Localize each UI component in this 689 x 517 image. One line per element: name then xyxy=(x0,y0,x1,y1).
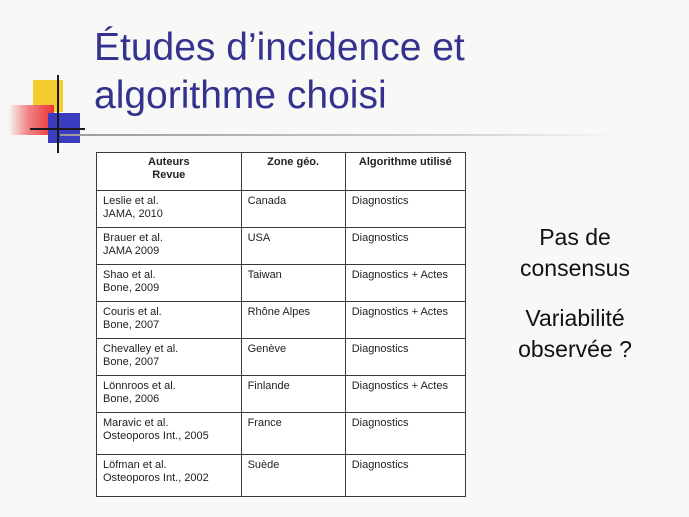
table-row xyxy=(97,191,466,228)
cell-algorithm: Diagnostics xyxy=(345,413,465,455)
cell-authors-line: JAMA, 2010 xyxy=(103,208,163,220)
header-zone-label: Zone géo. xyxy=(267,156,320,168)
cell-authors-line: Osteoporos Int., 2005 xyxy=(103,430,209,442)
cell-zone: Rhône Alpes xyxy=(241,302,345,339)
cell-authors-line: Osteoporos Int., 2002 xyxy=(103,472,209,484)
header-zone xyxy=(241,153,345,191)
cell-authors-line: Bone, 2007 xyxy=(103,319,160,331)
table-header-row xyxy=(97,153,466,191)
side-note-variability xyxy=(500,303,650,365)
cell-authors-line: Bone, 2006 xyxy=(103,393,160,405)
cell-zone: Genève xyxy=(241,339,345,376)
cell-authors-line: Shao et al. xyxy=(103,269,156,281)
header-authors-line-1: Auteurs xyxy=(148,156,190,168)
cell-algorithm: Diagnostics + Actes xyxy=(345,265,465,302)
cell-zone: Taiwan xyxy=(241,265,345,302)
cell-authors xyxy=(97,302,242,339)
cell-authors-line: Lönnroos et al. xyxy=(103,380,176,392)
header-authors xyxy=(97,153,242,191)
cell-authors xyxy=(97,265,242,302)
cell-algorithm: Diagnostics + Actes xyxy=(345,302,465,339)
logo-horizontal-line xyxy=(30,128,85,130)
table-row xyxy=(97,339,466,376)
table-row xyxy=(97,455,466,497)
cell-authors xyxy=(97,339,242,376)
cell-authors xyxy=(97,413,242,455)
side-note-consensus-line-2: consensus xyxy=(520,255,630,281)
side-note-consensus xyxy=(500,222,650,284)
slide-title xyxy=(94,24,654,120)
cell-authors-line: Löfman et al. xyxy=(103,459,167,471)
logo-vertical-line xyxy=(57,75,59,153)
table-row xyxy=(97,265,466,302)
table-row xyxy=(97,302,466,339)
header-algorithm xyxy=(345,153,465,191)
cell-zone: Finlande xyxy=(241,376,345,413)
cell-algorithm: Diagnostics xyxy=(345,228,465,265)
table-row xyxy=(97,228,466,265)
cell-authors-line: Brauer et al. xyxy=(103,232,163,244)
cell-authors-line: Maravic et al. xyxy=(103,417,169,429)
cell-zone: Canada xyxy=(241,191,345,228)
slide-title-line-2: algorithme choisi xyxy=(94,74,387,117)
cell-authors-line: Leslie et al. xyxy=(103,195,159,207)
cell-authors-line: Bone, 2009 xyxy=(103,282,160,294)
cell-authors-line: Chevalley et al. xyxy=(103,343,179,355)
table-row xyxy=(97,376,466,413)
studies-table xyxy=(96,152,466,497)
cell-algorithm: Diagnostics + Actes xyxy=(345,376,465,413)
cell-authors-line: Couris et al. xyxy=(103,306,162,318)
cell-authors xyxy=(97,376,242,413)
cell-authors xyxy=(97,228,242,265)
cell-algorithm: Diagnostics xyxy=(345,339,465,376)
header-authors-line-2: Revue xyxy=(152,169,186,181)
cell-authors xyxy=(97,191,242,228)
title-underline xyxy=(60,134,620,136)
cell-zone: France xyxy=(241,413,345,455)
cell-authors-line: JAMA 2009 xyxy=(103,245,160,257)
cell-zone: USA xyxy=(241,228,345,265)
side-note-consensus-line-1: Pas de xyxy=(539,224,611,250)
header-algorithm-label: Algorithme utilisé xyxy=(358,156,452,168)
side-note-variability-line-2: observée ? xyxy=(518,336,632,362)
cell-algorithm: Diagnostics xyxy=(345,455,465,497)
side-note-variability-line-1: Variabilité xyxy=(525,305,625,331)
cell-zone: Suède xyxy=(241,455,345,497)
slide-title-line-1: Études d’incidence et xyxy=(94,26,465,69)
cell-authors xyxy=(97,455,242,497)
cell-authors-line: Bone, 2007 xyxy=(103,356,160,368)
table-row xyxy=(97,413,466,455)
cell-algorithm: Diagnostics xyxy=(345,191,465,228)
